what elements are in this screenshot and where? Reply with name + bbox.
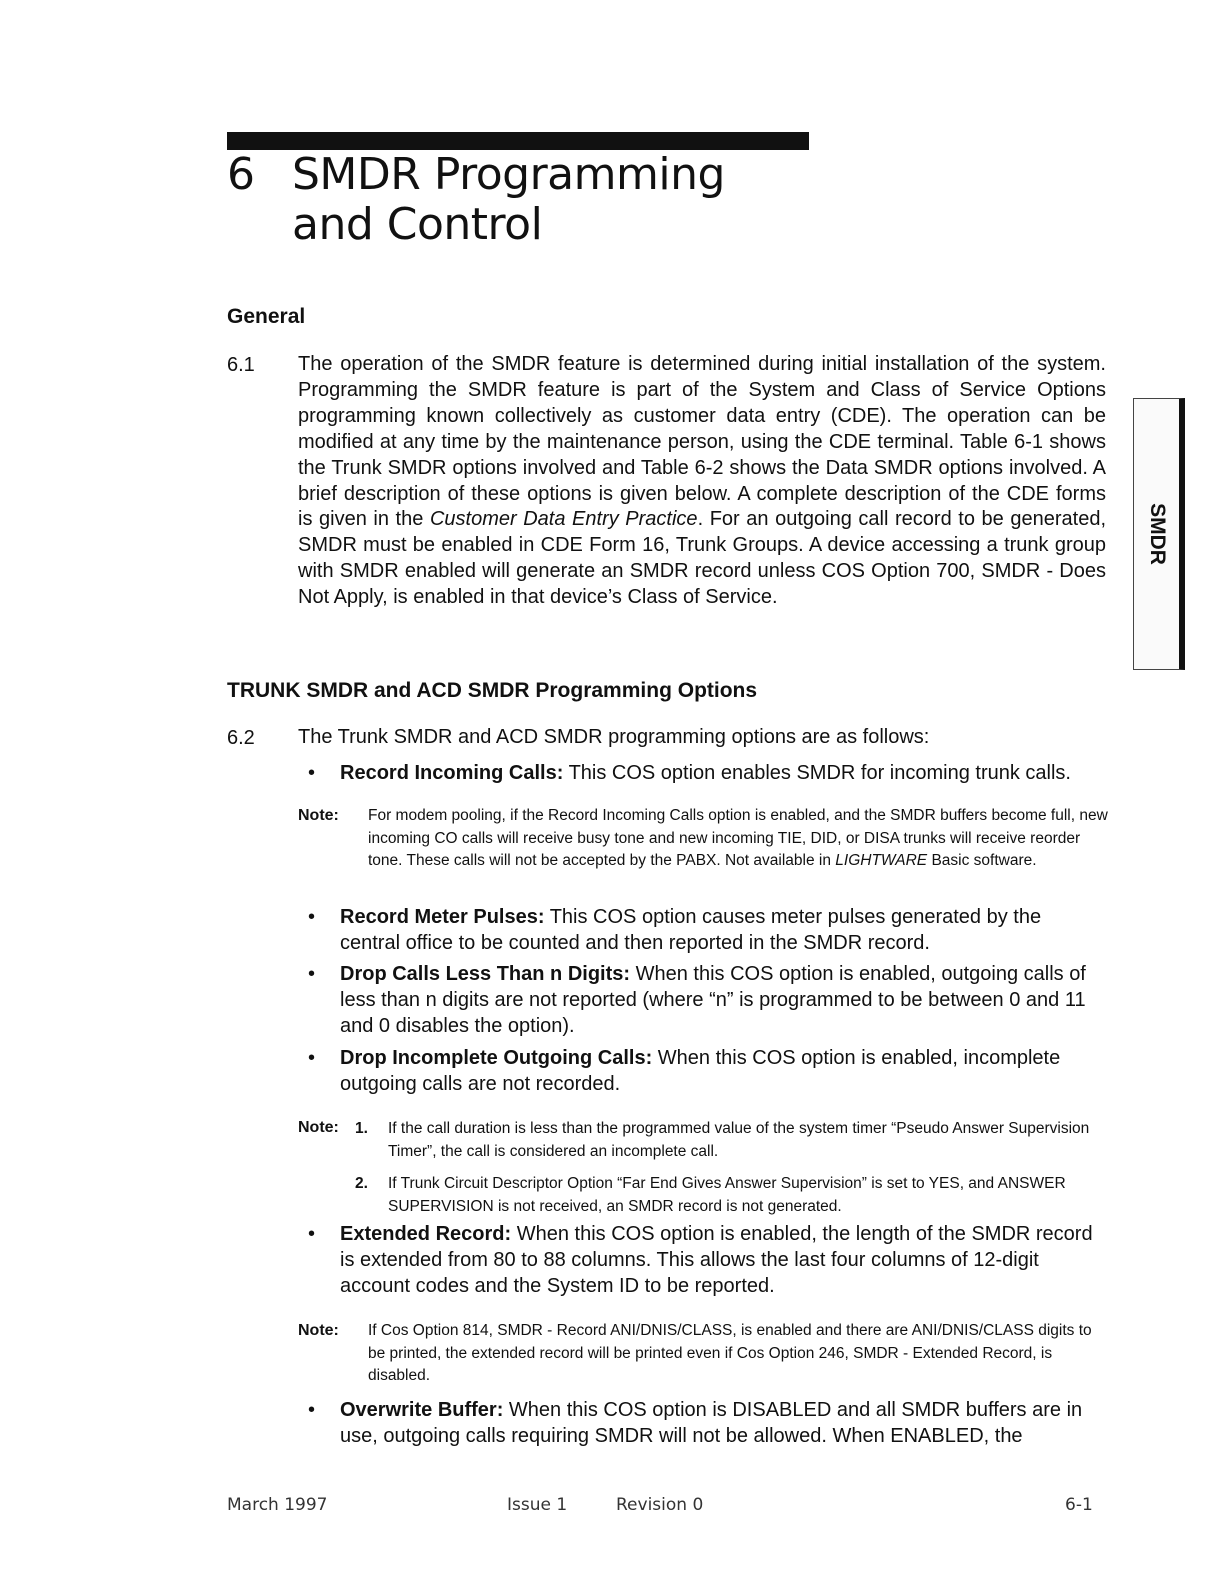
option-description: This COS option enables SMDR for incoming trunk calls. [563, 762, 1071, 784]
note-modem-pooling [368, 805, 1108, 873]
option-label: Overwrite Buffer: [340, 1399, 504, 1421]
note-list-item [355, 1172, 1106, 1218]
chapter-title-line-2: and Control [292, 199, 543, 250]
section-heading-trunk-smdr: TRUNK SMDR and ACD SMDR Programming Options [227, 679, 758, 702]
note-text: For modem pooling, if the Record Incoming Calls option is enabled, and the SMDR buffers become full, new incoming CO calls will receive busy tone and new incoming TIE, DID, or DISA trunks will receive reorder tone. These calls will not be accepted by the PABX. Not available in [368, 807, 1108, 869]
note-label: Note: [298, 807, 339, 824]
list-item [308, 904, 1106, 956]
list-item [308, 1397, 1106, 1449]
note-italic: LIGHTWARE [835, 852, 928, 869]
list-item [308, 961, 1106, 1039]
paragraph-number: 6.2 [227, 727, 255, 749]
footer-revision: Revision 0 [616, 1495, 704, 1515]
option-description: This COS option causes meter pulses generated by the central office to be counted and then reported in the SMDR record. [340, 906, 1042, 954]
general-text-part-1: The operation of the SMDR feature is determined during initial installation of the system. Programming the SMDR feature is part of the System and Class of Service Options programming known collectively as customer data entry (CDE). The operation can be modified at any time by the maintenance person, using the CDE terminal. Table 6-1 shows the Trunk SMDR options involved and Table 6-2 shows the Data SMDR options involved. A brief description of these options is given below. A complete description of the CDE forms is given in the [298, 353, 1106, 531]
option-description: When this COS option is enabled, the length of the SMDR record is extended from 80 to 88 columns. This allows the last four columns of 12-digit account codes and the System ID to be reported. [340, 1223, 1093, 1297]
note-list-item [355, 1117, 1106, 1163]
note-item-number: 1. [355, 1120, 368, 1137]
bullet-icon: • [308, 963, 316, 985]
footer-page-number: 6-1 [1065, 1495, 1093, 1515]
chapter-title-line-1: SMDR Programming [292, 149, 725, 200]
bullet-icon: • [308, 1047, 316, 1069]
list-item [308, 1221, 1106, 1299]
footer-issue: Issue 1 [507, 1495, 568, 1515]
bullet-icon: • [308, 1399, 316, 1421]
side-tab-label: SMDR [1145, 503, 1169, 565]
option-label: Extended Record: [340, 1223, 512, 1245]
general-text-part-2: . For an outgoing call record to be generated, SMDR must be enabled in CDE Form 16, Trunk Groups. A device accessing a trunk group with SMDR enabled will generate an SMDR record unless COS Option 700, SMDR - Does Not Apply, is enabled in that device’s Class of Service. [298, 508, 1106, 609]
option-description: When this COS option is DISABLED and all SMDR buffers are in use, outgoing calls requiring SMDR will not be allowed. When ENABLED, the [340, 1399, 1083, 1447]
general-paragraph [298, 352, 1106, 611]
chapter-header-bar [227, 132, 809, 150]
bullet-icon: • [308, 906, 316, 928]
list-item [308, 760, 1106, 786]
note-label: Note: [298, 1119, 339, 1136]
paragraph-number: 6.1 [227, 354, 255, 376]
note-item-text: If the call duration is less than the programmed value of the system timer “Pseudo Answer Supervision Timer”, the call is considered an incomplete call. [388, 1120, 1090, 1160]
bullet-icon: • [308, 762, 316, 784]
practice-reference: Customer Data Entry Practice [429, 508, 698, 531]
option-description: When this COS option is enabled, incomplete outgoing calls are not recorded. [340, 1047, 1061, 1095]
option-label: Drop Incomplete Outgoing Calls: [340, 1047, 653, 1069]
note-label: Note: [298, 1322, 339, 1339]
footer-date: March 1997 [227, 1495, 328, 1515]
option-description: When this COS option is enabled, outgoing calls of less than n digits are not reported (where “n” is programmed to be between 0 and 11 and 0 disables the option). [340, 963, 1086, 1037]
option-label: Drop Calls Less Than n Digits: [340, 963, 631, 985]
option-label: Record Incoming Calls: [340, 762, 564, 784]
section-heading-general: General [227, 305, 306, 328]
bullet-icon: • [308, 1223, 316, 1245]
note-item-number: 2. [355, 1175, 368, 1192]
note-extended-record: If Cos Option 814, SMDR - Record ANI/DNIS/CLASS, is enabled and there are ANI/DNIS/CLASS digits to be printed, the extended record will be printed even if Cos Option 246, SMDR - Extended Record, is disabled. [368, 1322, 1092, 1384]
section-side-tab [1133, 398, 1185, 670]
chapter-number: 6 [227, 149, 255, 200]
option-label: Record Meter Pulses: [340, 906, 545, 928]
note-text-end: Basic software. [927, 852, 1037, 869]
list-item [308, 1045, 1106, 1097]
trunk-intro: The Trunk SMDR and ACD SMDR programming options are as follows: [298, 726, 930, 748]
note-item-text: If Trunk Circuit Descriptor Option “Far End Gives Answer Supervision” is set to YES, and ANSWER SUPERVISION is not received, an SMDR record is not generated. [388, 1175, 1066, 1215]
